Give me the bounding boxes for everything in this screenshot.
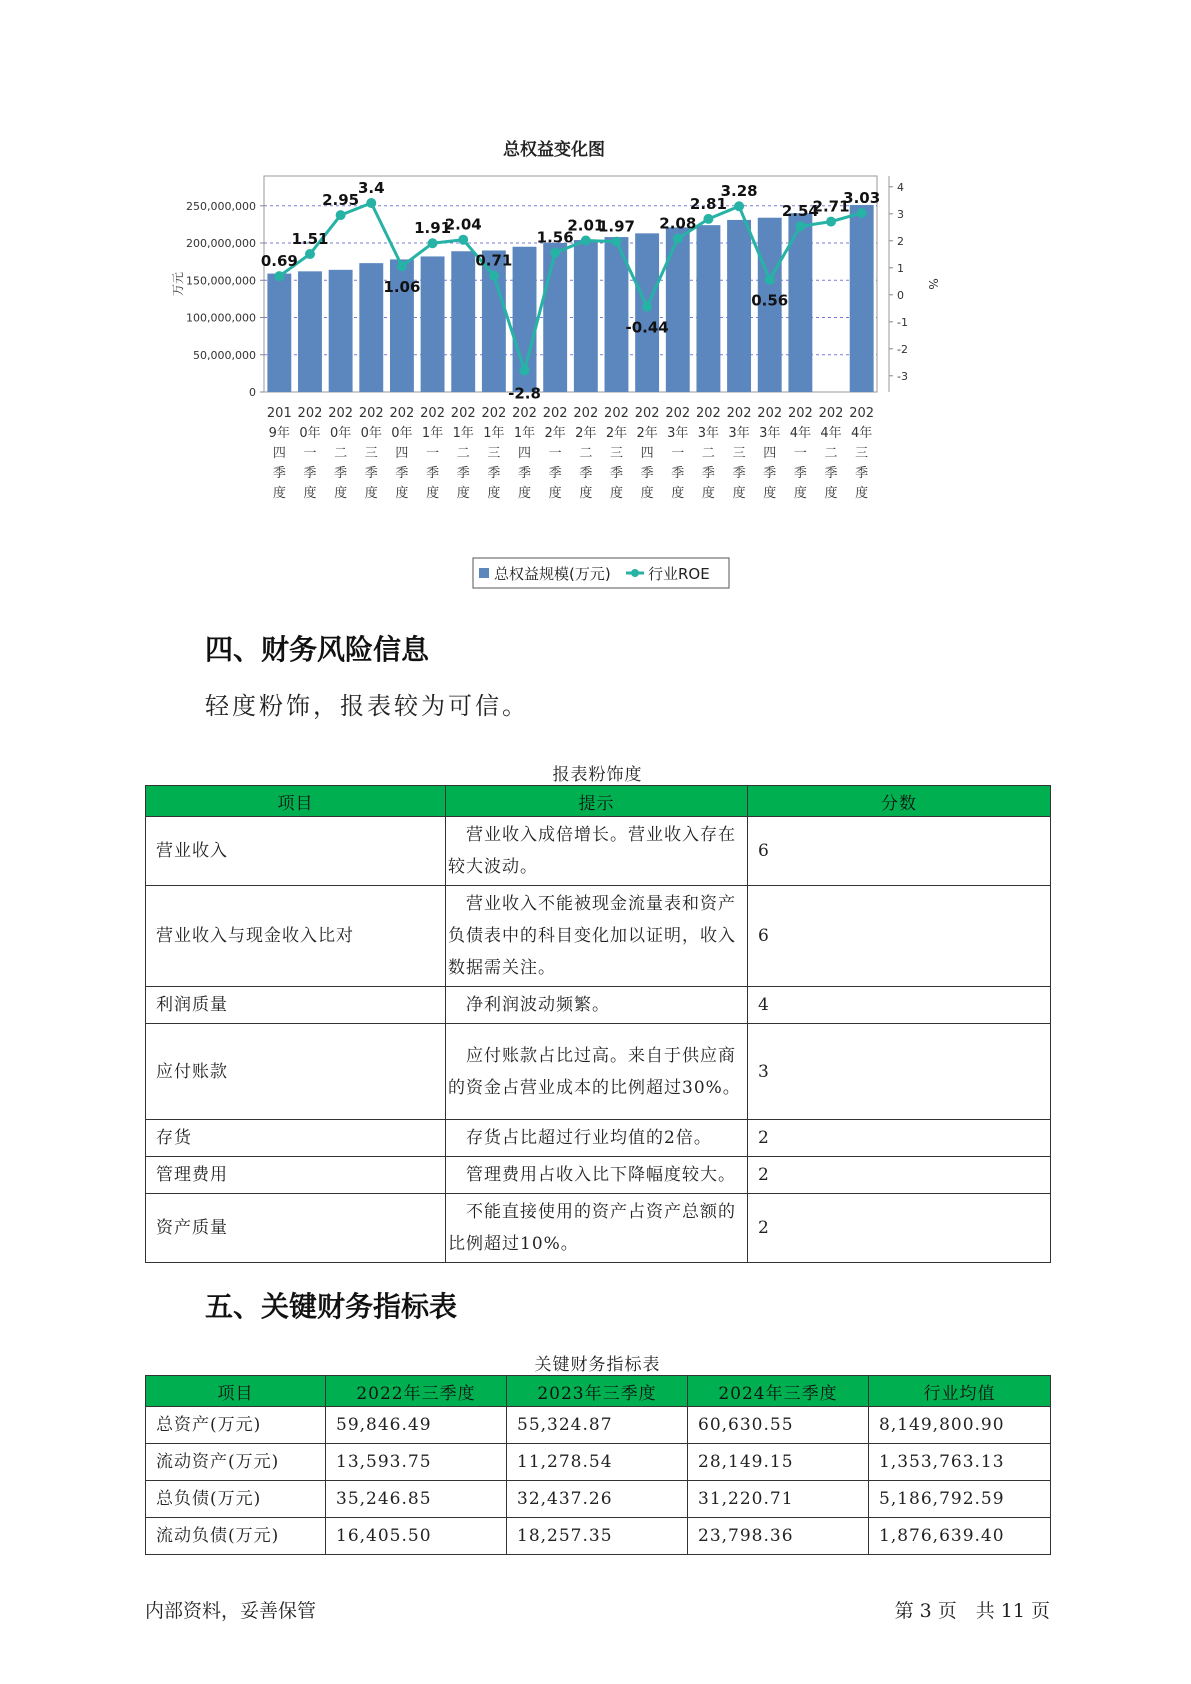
- x-category-label: 202: [481, 406, 507, 421]
- x-category-label: 度: [824, 486, 838, 501]
- x-category-label: 二: [824, 446, 838, 461]
- x-category-label: 202: [604, 406, 629, 421]
- x-category-label: 季: [793, 466, 807, 481]
- risk-table-row: [146, 817, 1051, 886]
- risk-table-header-row: [146, 786, 1051, 817]
- footer-confidential: 内部资料，妥善保管: [145, 1600, 317, 1622]
- x-category-label: 202: [726, 406, 752, 421]
- key-2023q3-cell: 18,257.35: [507, 1518, 688, 1555]
- x-category-label: 季: [855, 466, 869, 481]
- x-category-label: 一: [426, 446, 440, 461]
- y-right-axis-label: %: [926, 278, 940, 290]
- section5-heading: 五、关键财务指标表: [205, 1290, 458, 1323]
- legend-bar-swatch: [479, 568, 489, 578]
- x-category-label: 4年: [851, 426, 873, 441]
- key-industry-avg-cell: 1,353,763.13: [869, 1444, 1051, 1481]
- roe-point: [397, 261, 407, 271]
- roe-point: [611, 237, 621, 247]
- x-category-label: 季: [487, 466, 501, 481]
- x-category-label: 季: [334, 466, 348, 481]
- x-category-label: 四: [763, 446, 777, 461]
- risk-table-caption: 报表粉饰度: [552, 765, 643, 785]
- key-2022q3-cell: 16,405.50: [326, 1518, 507, 1555]
- x-category-label: 0年: [299, 426, 321, 441]
- roe-data-label: 2.54: [781, 202, 819, 221]
- risk-score-cell: 6: [748, 886, 1051, 987]
- roe-data-label: 0.69: [260, 252, 298, 271]
- x-category-label: 202: [787, 406, 813, 421]
- risk-hint-cell: 净利润波动频繁。: [446, 987, 748, 1024]
- x-category-label: 202: [512, 406, 537, 421]
- roe-data-label: 1.56: [536, 228, 574, 247]
- x-category-label: 202: [849, 406, 875, 421]
- risk-hint-cell: 管理费用占收入比下降幅度较大。: [446, 1157, 748, 1194]
- legend-line-label: 行业ROE: [648, 565, 710, 583]
- x-category-label: 202: [696, 406, 721, 421]
- roe-point: [305, 249, 315, 259]
- x-category-label: 二: [334, 446, 348, 461]
- x-category-label: 度: [272, 486, 286, 501]
- roe-point: [826, 217, 836, 227]
- roe-point: [734, 201, 744, 211]
- x-category-label: 季: [609, 466, 623, 481]
- roe-point: [336, 210, 346, 220]
- key-2024q3-cell: 23,798.36: [688, 1518, 869, 1555]
- risk-table-row: [146, 1157, 1051, 1194]
- x-category-label: 度: [671, 486, 685, 501]
- key-2024q3-cell: 31,220.71: [688, 1481, 869, 1518]
- equity-bar: [666, 227, 690, 392]
- y-right-tick-label: -2: [897, 342, 908, 356]
- roe-data-label: 0.71: [475, 251, 513, 270]
- equity-bar: [696, 225, 720, 392]
- x-category-label: 季: [579, 466, 593, 481]
- roe-point: [520, 365, 530, 375]
- key-item-cell: 总资产(万元): [146, 1407, 326, 1444]
- x-category-label: 度: [793, 486, 807, 501]
- x-category-label: 4年: [789, 426, 812, 441]
- x-category-label: 202: [420, 406, 445, 421]
- roe-point: [581, 236, 591, 246]
- x-category-label: 3年: [667, 426, 689, 441]
- x-category-label: 202: [573, 406, 599, 421]
- y-right-tick-label: -1: [897, 315, 908, 329]
- y-right-tick-label: 1: [897, 261, 904, 275]
- x-category-label: 度: [609, 486, 623, 501]
- x-category-label: 季: [272, 466, 286, 481]
- x-category-label: 季: [456, 466, 470, 481]
- x-category-label: 季: [548, 466, 562, 481]
- section4-summary: 轻度粉饰，报表较为可信。: [205, 692, 529, 720]
- x-category-label: 2年: [605, 426, 628, 441]
- equity-bar: [421, 256, 445, 392]
- legend-line-marker: [631, 569, 639, 577]
- risk-item-cell: 管理费用: [146, 1157, 446, 1194]
- roe-data-label: 1.51: [291, 230, 329, 249]
- key-2024q3-cell: 28,149.15: [688, 1444, 869, 1481]
- x-category-label: 度: [426, 486, 440, 501]
- key-table-header-row: [146, 1376, 1051, 1407]
- risk-item-cell: 资产质量: [146, 1194, 446, 1263]
- risk-table-row: [146, 1194, 1051, 1263]
- x-category-label: 季: [426, 466, 440, 481]
- key-2022q3-cell: 59,846.49: [326, 1407, 507, 1444]
- roe-data-label: 3.4: [357, 179, 385, 197]
- risk-hint-cell: 营业收入不能被现金流量表和资产负债表中的科目变化加以证明，收入数据需关注。: [446, 886, 748, 987]
- x-category-label: 2年: [636, 426, 658, 441]
- x-category-label: 季: [732, 466, 746, 481]
- x-category-label: 202: [665, 406, 691, 421]
- roe-data-label: -0.44: [625, 318, 669, 337]
- x-category-label: 9年: [268, 426, 290, 441]
- x-category-label: 四: [640, 446, 654, 461]
- y-right-tick-label: 0: [897, 288, 904, 302]
- x-category-label: 202: [818, 406, 844, 421]
- x-category-label: 一: [548, 446, 562, 461]
- x-category-label: 四: [272, 446, 286, 461]
- risk-item-cell: 营业收入与现金收入比对: [146, 886, 446, 987]
- x-category-label: 季: [395, 466, 409, 481]
- risk-score-cell: 4: [748, 987, 1051, 1024]
- x-category-label: 季: [671, 466, 685, 481]
- equity-bar: [267, 274, 291, 392]
- roe-point: [550, 248, 560, 258]
- x-category-label: 一: [303, 446, 317, 461]
- x-category-label: 三: [855, 446, 869, 461]
- x-category-label: 201: [266, 406, 292, 421]
- x-category-label: 3年: [697, 426, 720, 441]
- roe-point: [489, 271, 499, 281]
- risk-hint-cell: 营业收入成倍增长。营业收入存在较大波动。: [446, 817, 748, 886]
- roe-point: [274, 271, 284, 281]
- roe-data-label: 1.97: [597, 217, 635, 236]
- x-category-label: 一: [671, 446, 685, 461]
- x-category-label: 季: [518, 466, 532, 481]
- chart-svg: [170, 140, 1010, 600]
- equity-bar: [298, 271, 322, 392]
- x-category-label: 1年: [513, 426, 536, 441]
- key-industry-avg-cell: 8,149,800.90: [869, 1407, 1051, 1444]
- key-item-cell: 流动负债(万元): [146, 1518, 326, 1555]
- risk-item-cell: 存货: [146, 1120, 446, 1157]
- risk-header-hint: 提示: [446, 786, 748, 817]
- x-category-label: 度: [548, 486, 562, 501]
- x-category-label: 三: [609, 446, 623, 461]
- key-industry-avg-cell: 5,186,792.59: [869, 1481, 1051, 1518]
- risk-table-row: [146, 987, 1051, 1024]
- x-category-label: 度: [579, 486, 593, 501]
- risk-table-row: [146, 886, 1051, 987]
- x-category-label: 度: [303, 486, 317, 501]
- x-category-label: 四: [395, 446, 409, 461]
- x-category-label: 度: [640, 486, 654, 501]
- key-table-row: [146, 1444, 1051, 1481]
- key-table-row: [146, 1518, 1051, 1555]
- key-2022q3-cell: 13,593.75: [326, 1444, 507, 1481]
- risk-table-row: [146, 1120, 1051, 1157]
- y-left-tick-label: 0: [249, 386, 256, 399]
- roe-data-label: 2.04: [444, 215, 482, 234]
- x-category-label: 度: [334, 486, 348, 501]
- x-category-label: 度: [701, 486, 715, 501]
- equity-bar: [359, 263, 383, 392]
- key-metrics-table: [145, 1375, 1051, 1555]
- x-category-label: 202: [358, 406, 384, 421]
- roe-point: [642, 302, 652, 312]
- key-2023q3-cell: 11,278.54: [507, 1444, 688, 1481]
- risk-hint-cell: 应付账款占比过高。来自于供应商的资金占营业成本的比例超过30%。: [446, 1024, 748, 1120]
- x-category-label: 0年: [391, 426, 413, 441]
- risk-header-score: 分数: [748, 786, 1051, 817]
- equity-bar: [727, 220, 751, 392]
- equity-bar: [329, 270, 353, 392]
- roe-data-label: 1.06: [383, 278, 421, 297]
- equity-chart: [170, 140, 1010, 600]
- equity-bar: [635, 233, 659, 392]
- x-category-label: 度: [487, 486, 501, 501]
- x-category-label: 度: [732, 486, 746, 501]
- roe-point: [703, 214, 713, 224]
- x-category-label: 4年: [820, 426, 842, 441]
- x-category-label: 度: [855, 486, 869, 501]
- x-category-label: 2年: [575, 426, 597, 441]
- roe-data-label: 1.91: [414, 219, 452, 238]
- key-header-item: 项目: [146, 1376, 326, 1407]
- roe-data-label: 2.71: [812, 197, 850, 216]
- risk-hint-cell: 存货占比超过行业均值的2倍。: [446, 1120, 748, 1157]
- key-table-row: [146, 1407, 1051, 1444]
- x-category-label: 度: [395, 486, 409, 501]
- x-category-label: 度: [763, 486, 777, 501]
- x-category-label: 度: [364, 486, 378, 501]
- x-category-label: 四: [518, 446, 532, 461]
- y-left-tick-label: 100,000,000: [186, 311, 256, 325]
- y-left-tick-label: 250,000,000: [186, 199, 256, 213]
- x-category-label: 202: [328, 406, 354, 421]
- risk-item-cell: 应付账款: [146, 1024, 446, 1120]
- roe-data-label: 2.01: [567, 216, 605, 235]
- x-category-label: 2年: [544, 426, 566, 441]
- roe-point: [458, 235, 468, 245]
- equity-bar: [451, 251, 475, 392]
- y-right-tick-label: 2: [897, 234, 904, 248]
- x-category-label: 季: [303, 466, 317, 481]
- risk-hint-cell: 不能直接使用的资产占资产总额的比例超过10%。: [446, 1194, 748, 1263]
- x-category-label: 度: [518, 486, 532, 501]
- roe-data-label: 2.08: [659, 214, 697, 233]
- roe-point: [428, 238, 438, 248]
- key-header-2022q3: 2022年三季度: [326, 1376, 507, 1407]
- equity-bar: [574, 240, 598, 392]
- key-item-cell: 流动资产(万元): [146, 1444, 326, 1481]
- x-category-label: 202: [634, 406, 660, 421]
- x-category-label: 二: [701, 446, 715, 461]
- risk-score-cell: 2: [748, 1120, 1051, 1157]
- y-left-tick-label: 200,000,000: [186, 237, 256, 251]
- x-category-label: 202: [297, 406, 323, 421]
- x-category-label: 二: [579, 446, 593, 461]
- equity-bar: [850, 205, 874, 392]
- key-header-2023q3: 2023年三季度: [507, 1376, 688, 1407]
- key-2022q3-cell: 35,246.85: [326, 1481, 507, 1518]
- x-category-label: 季: [701, 466, 715, 481]
- key-item-cell: 总负债(万元): [146, 1481, 326, 1518]
- risk-item-cell: 利润质量: [146, 987, 446, 1024]
- key-2024q3-cell: 60,630.55: [688, 1407, 869, 1444]
- risk-item-cell: 营业收入: [146, 817, 446, 886]
- risk-score-cell: 2: [748, 1194, 1051, 1263]
- risk-score-cell: 3: [748, 1024, 1051, 1120]
- x-category-label: 度: [456, 486, 470, 501]
- x-category-label: 202: [757, 406, 783, 421]
- x-category-label: 二: [456, 446, 470, 461]
- roe-data-label: 0.56: [751, 291, 789, 310]
- x-category-label: 202: [389, 406, 415, 421]
- key-2023q3-cell: 32,437.26: [507, 1481, 688, 1518]
- risk-score-cell: 6: [748, 817, 1051, 886]
- x-category-label: 三: [732, 446, 746, 461]
- key-table-caption: 关键财务指标表: [534, 1355, 661, 1375]
- x-category-label: 一: [793, 446, 807, 461]
- equity-bar: [543, 243, 567, 392]
- roe-data-label: 2.95: [322, 191, 360, 210]
- key-industry-avg-cell: 1,876,639.40: [869, 1518, 1051, 1555]
- x-category-label: 0年: [329, 426, 352, 441]
- key-table-row: [146, 1481, 1051, 1518]
- x-category-label: 季: [640, 466, 654, 481]
- roe-data-label: 3.28: [720, 182, 758, 201]
- x-category-label: 0年: [360, 426, 382, 441]
- x-category-label: 三: [364, 446, 378, 461]
- roe-data-label: 3.03: [843, 188, 881, 207]
- key-2023q3-cell: 55,324.87: [507, 1407, 688, 1444]
- x-category-label: 1年: [483, 426, 505, 441]
- chart-title: 总权益变化图: [503, 140, 605, 160]
- x-category-label: 三: [487, 446, 501, 461]
- roe-data-label: -2.8: [508, 384, 541, 403]
- roe-point: [765, 275, 775, 285]
- x-category-label: 3年: [759, 426, 781, 441]
- risk-score-cell: 2: [748, 1157, 1051, 1194]
- y-right-tick-label: 4: [897, 180, 904, 194]
- roe-point: [857, 208, 867, 218]
- x-category-label: 202: [450, 406, 476, 421]
- risk-table: [145, 785, 1051, 1263]
- risk-table-row: [146, 1024, 1051, 1120]
- risk-header-item: 项目: [146, 786, 446, 817]
- x-category-label: 季: [824, 466, 838, 481]
- roe-data-label: 2.81: [689, 194, 727, 213]
- roe-point: [673, 234, 683, 244]
- section4-heading: 四、财务风险信息: [205, 633, 430, 666]
- roe-point: [366, 198, 376, 208]
- key-header-2024q3: 2024年三季度: [688, 1376, 869, 1407]
- x-category-label: 1年: [452, 426, 474, 441]
- x-category-label: 季: [364, 466, 378, 481]
- y-left-axis-label: 万元: [171, 271, 185, 297]
- y-right-tick-label: 3: [897, 207, 904, 221]
- y-left-tick-label: 150,000,000: [186, 274, 256, 288]
- roe-point: [795, 221, 805, 231]
- legend-bar-label: 总权益规模(万元): [494, 565, 611, 583]
- x-category-label: 3年: [728, 426, 750, 441]
- key-header-industry-avg: 行业均值: [869, 1376, 1051, 1407]
- x-category-label: 1年: [421, 426, 444, 441]
- x-category-label: 202: [542, 406, 568, 421]
- y-right-tick-label: -3: [897, 369, 908, 383]
- y-left-tick-label: 50,000,000: [193, 348, 256, 362]
- footer-page-number: 第 3 页 共 11 页: [894, 1600, 1050, 1622]
- x-category-label: 季: [763, 466, 777, 481]
